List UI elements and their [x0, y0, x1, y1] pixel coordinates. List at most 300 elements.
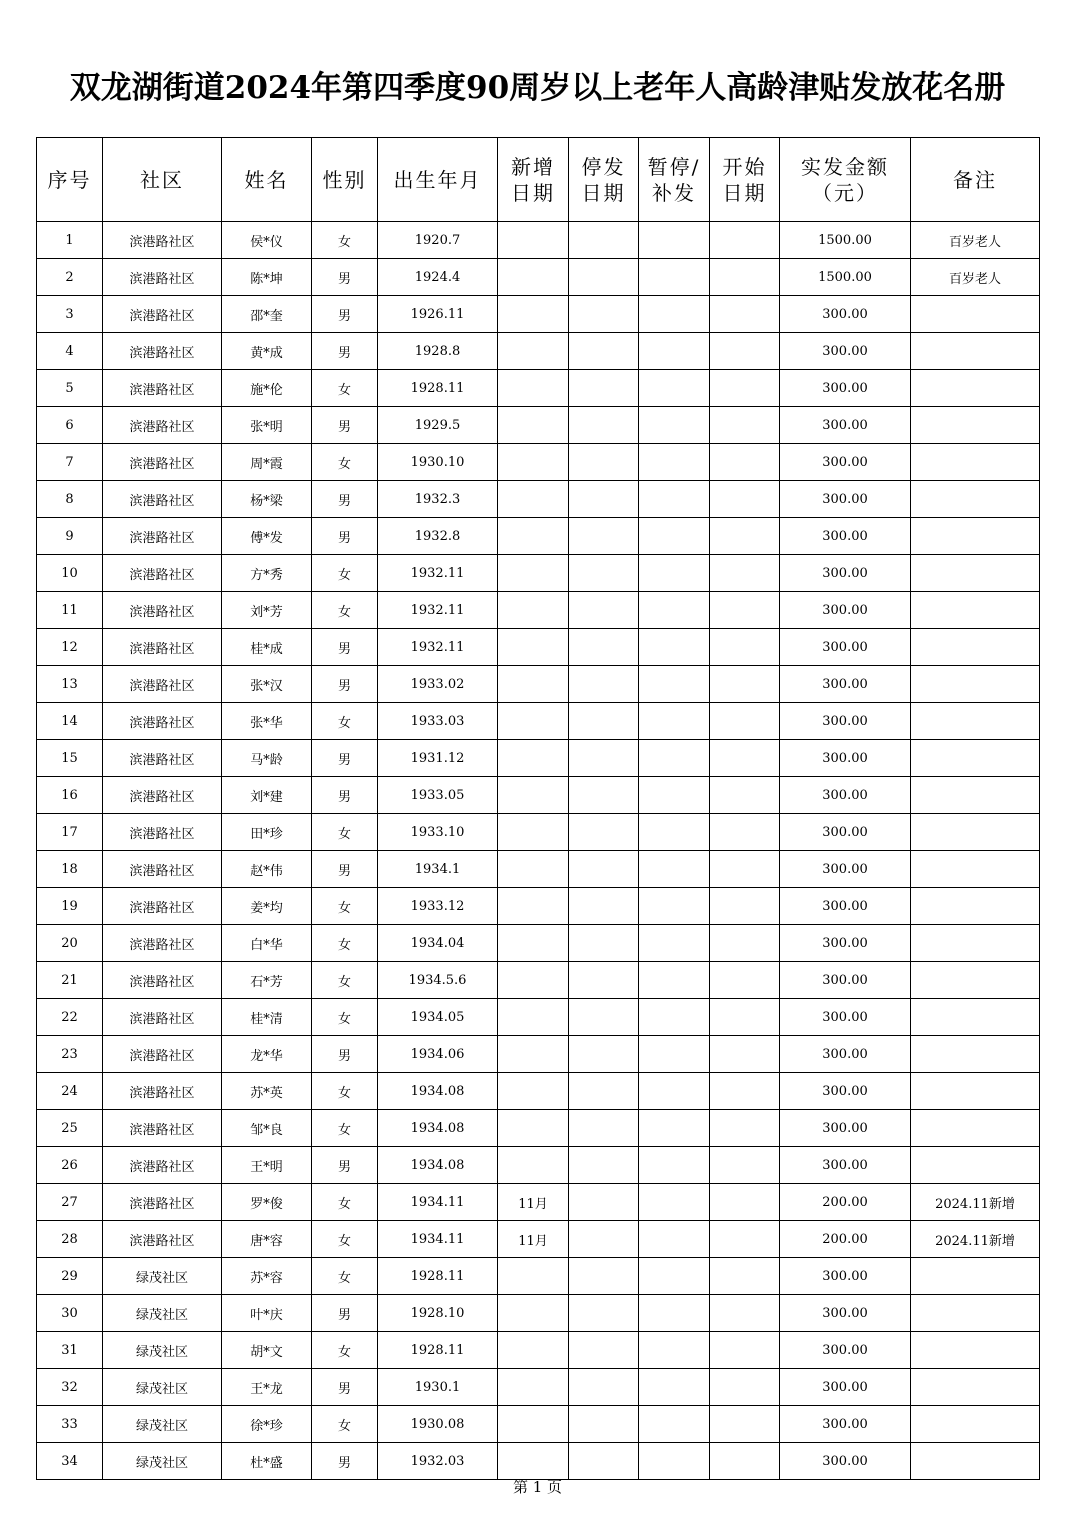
- cell-birth: 1934.1: [378, 851, 498, 888]
- cell-index: 19: [37, 888, 103, 925]
- cell-stop-date: [569, 999, 639, 1036]
- cell-pause-supplement: [639, 777, 710, 814]
- cell-birth: 1934.08: [378, 1110, 498, 1147]
- cell-pause-supplement: [639, 1332, 710, 1369]
- cell-index: 26: [37, 1147, 103, 1184]
- table-row: [37, 370, 1040, 407]
- cell-gender: 男: [312, 1369, 378, 1406]
- cell-name: 桂*清: [222, 999, 312, 1036]
- cell-gender: 女: [312, 999, 378, 1036]
- cell-index: 10: [37, 555, 103, 592]
- table-row: [37, 1184, 1040, 1221]
- cell-name: 方*秀: [222, 555, 312, 592]
- table-row: [37, 481, 1040, 518]
- cell-name: 黄*成: [222, 333, 312, 370]
- cell-birth: 1932.8: [378, 518, 498, 555]
- cell-new-date: [498, 444, 569, 481]
- cell-remark: [911, 481, 1040, 518]
- cell-stop-date: [569, 962, 639, 999]
- cell-community: 滨港路社区: [103, 1036, 222, 1073]
- cell-start-date: [710, 999, 780, 1036]
- cell-amount: 300.00: [780, 666, 911, 703]
- cell-pause-supplement: [639, 296, 710, 333]
- cell-index: 3: [37, 296, 103, 333]
- cell-gender: 男: [312, 259, 378, 296]
- table-row: [37, 888, 1040, 925]
- table-row: [37, 666, 1040, 703]
- cell-stop-date: [569, 1369, 639, 1406]
- cell-community: 绿茂社区: [103, 1258, 222, 1295]
- cell-remark: [911, 1258, 1040, 1295]
- table-row: [37, 1221, 1040, 1258]
- cell-name: 傅*发: [222, 518, 312, 555]
- cell-name: 田*珍: [222, 814, 312, 851]
- cell-start-date: [710, 592, 780, 629]
- table-header-row: [37, 138, 1040, 222]
- table-row: [37, 1406, 1040, 1443]
- cell-new-date: [498, 1036, 569, 1073]
- table-row: [37, 703, 1040, 740]
- cell-start-date: [710, 1073, 780, 1110]
- table-row: [37, 1369, 1040, 1406]
- cell-new-date: [498, 1110, 569, 1147]
- cell-stop-date: [569, 1406, 639, 1443]
- cell-stop-date: [569, 629, 639, 666]
- cell-pause-supplement: [639, 666, 710, 703]
- cell-amount: 300.00: [780, 481, 911, 518]
- cell-amount: 300.00: [780, 296, 911, 333]
- table-row: [37, 999, 1040, 1036]
- cell-birth: 1934.08: [378, 1073, 498, 1110]
- table-row: [37, 1147, 1040, 1184]
- cell-index: 1: [37, 222, 103, 259]
- cell-remark: [911, 925, 1040, 962]
- cell-remark: [911, 333, 1040, 370]
- cell-community: 滨港路社区: [103, 259, 222, 296]
- cell-birth: 1931.12: [378, 740, 498, 777]
- cell-start-date: [710, 518, 780, 555]
- cell-start-date: [710, 851, 780, 888]
- cell-remark: 2024.11新增: [911, 1184, 1040, 1221]
- cell-remark: [911, 703, 1040, 740]
- cell-start-date: [710, 777, 780, 814]
- cell-remark: [911, 1147, 1040, 1184]
- cell-gender: 女: [312, 1332, 378, 1369]
- cell-remark: [911, 1110, 1040, 1147]
- cell-amount: 300.00: [780, 1258, 911, 1295]
- cell-birth: 1926.11: [378, 296, 498, 333]
- cell-amount: 300.00: [780, 518, 911, 555]
- cell-community: 滨港路社区: [103, 555, 222, 592]
- cell-pause-supplement: [639, 1295, 710, 1332]
- cell-amount: 300.00: [780, 925, 911, 962]
- cell-new-date: [498, 629, 569, 666]
- header-stop-date: 停发 日期: [569, 138, 639, 222]
- cell-start-date: [710, 703, 780, 740]
- cell-remark: [911, 370, 1040, 407]
- cell-remark: [911, 444, 1040, 481]
- cell-name: 刘*芳: [222, 592, 312, 629]
- cell-amount: 300.00: [780, 703, 911, 740]
- cell-new-date: [498, 962, 569, 999]
- cell-amount: 300.00: [780, 777, 911, 814]
- cell-name: 桂*成: [222, 629, 312, 666]
- cell-new-date: [498, 518, 569, 555]
- cell-gender: 女: [312, 444, 378, 481]
- cell-birth: 1933.12: [378, 888, 498, 925]
- cell-start-date: [710, 222, 780, 259]
- cell-index: 20: [37, 925, 103, 962]
- cell-remark: [911, 666, 1040, 703]
- cell-gender: 女: [312, 555, 378, 592]
- cell-pause-supplement: [639, 740, 710, 777]
- cell-start-date: [710, 1332, 780, 1369]
- cell-remark: [911, 1332, 1040, 1369]
- cell-new-date: [498, 888, 569, 925]
- cell-start-date: [710, 1221, 780, 1258]
- cell-amount: 300.00: [780, 1073, 911, 1110]
- cell-pause-supplement: [639, 222, 710, 259]
- header-pause-supplement: 暂停/ 补发: [639, 138, 710, 222]
- cell-start-date: [710, 481, 780, 518]
- cell-community: 滨港路社区: [103, 814, 222, 851]
- cell-pause-supplement: [639, 962, 710, 999]
- cell-name: 姜*均: [222, 888, 312, 925]
- cell-gender: 女: [312, 370, 378, 407]
- cell-gender: 男: [312, 1036, 378, 1073]
- cell-remark: [911, 1036, 1040, 1073]
- cell-new-date: [498, 740, 569, 777]
- cell-amount: 300.00: [780, 1036, 911, 1073]
- cell-new-date: [498, 666, 569, 703]
- cell-birth: 1928.10: [378, 1295, 498, 1332]
- cell-new-date: [498, 259, 569, 296]
- cell-gender: 女: [312, 1110, 378, 1147]
- cell-amount: 300.00: [780, 999, 911, 1036]
- cell-new-date: [498, 777, 569, 814]
- cell-start-date: [710, 1184, 780, 1221]
- cell-community: 滨港路社区: [103, 370, 222, 407]
- cell-gender: 男: [312, 518, 378, 555]
- cell-community: 绿茂社区: [103, 1369, 222, 1406]
- cell-stop-date: [569, 777, 639, 814]
- cell-new-date: [498, 851, 569, 888]
- cell-gender: 男: [312, 481, 378, 518]
- page-number: 第 1 页: [512, 1478, 563, 1496]
- cell-start-date: [710, 555, 780, 592]
- cell-community: 滨港路社区: [103, 1147, 222, 1184]
- cell-index: 8: [37, 481, 103, 518]
- cell-stop-date: [569, 851, 639, 888]
- cell-birth: 1934.06: [378, 1036, 498, 1073]
- cell-pause-supplement: [639, 1258, 710, 1295]
- cell-community: 滨港路社区: [103, 962, 222, 999]
- cell-gender: 男: [312, 666, 378, 703]
- header-birth: 出生年月: [378, 138, 498, 222]
- cell-new-date: [498, 333, 569, 370]
- header-remark: 备注: [911, 138, 1040, 222]
- cell-new-date: [498, 481, 569, 518]
- cell-new-date: [498, 1147, 569, 1184]
- cell-new-date: [498, 1406, 569, 1443]
- cell-stop-date: [569, 592, 639, 629]
- cell-name: 胡*文: [222, 1332, 312, 1369]
- cell-birth: 1934.08: [378, 1147, 498, 1184]
- cell-name: 马*龄: [222, 740, 312, 777]
- table-row: [37, 629, 1040, 666]
- cell-pause-supplement: [639, 1110, 710, 1147]
- cell-pause-supplement: [639, 1036, 710, 1073]
- cell-index: 23: [37, 1036, 103, 1073]
- cell-pause-supplement: [639, 814, 710, 851]
- cell-index: 2: [37, 259, 103, 296]
- cell-index: 18: [37, 851, 103, 888]
- cell-name: 侯*仪: [222, 222, 312, 259]
- cell-remark: 2024.11新增: [911, 1221, 1040, 1258]
- cell-stop-date: [569, 333, 639, 370]
- cell-gender: 女: [312, 592, 378, 629]
- cell-gender: 女: [312, 1073, 378, 1110]
- cell-remark: [911, 888, 1040, 925]
- cell-start-date: [710, 296, 780, 333]
- cell-amount: 300.00: [780, 1147, 911, 1184]
- cell-gender: 女: [312, 925, 378, 962]
- cell-stop-date: [569, 1258, 639, 1295]
- header-amount: 实发金额 （元）: [780, 138, 911, 222]
- cell-gender: 女: [312, 222, 378, 259]
- cell-birth: 1934.5.6: [378, 962, 498, 999]
- header-gender: 性别: [312, 138, 378, 222]
- table-row: [37, 1332, 1040, 1369]
- cell-start-date: [710, 444, 780, 481]
- cell-community: 滨港路社区: [103, 777, 222, 814]
- cell-stop-date: [569, 1295, 639, 1332]
- cell-amount: 200.00: [780, 1184, 911, 1221]
- cell-amount: 300.00: [780, 740, 911, 777]
- cell-new-date: [498, 1295, 569, 1332]
- cell-community: 滨港路社区: [103, 222, 222, 259]
- cell-birth: 1934.11: [378, 1184, 498, 1221]
- cell-amount: 300.00: [780, 1369, 911, 1406]
- cell-pause-supplement: [639, 444, 710, 481]
- cell-index: 12: [37, 629, 103, 666]
- cell-name: 叶*庆: [222, 1295, 312, 1332]
- cell-community: 绿茂社区: [103, 1332, 222, 1369]
- cell-community: 滨港路社区: [103, 703, 222, 740]
- cell-gender: 女: [312, 703, 378, 740]
- table-row: [37, 1036, 1040, 1073]
- cell-amount: 300.00: [780, 851, 911, 888]
- cell-index: 30: [37, 1295, 103, 1332]
- cell-stop-date: [569, 407, 639, 444]
- cell-gender: 女: [312, 814, 378, 851]
- cell-pause-supplement: [639, 333, 710, 370]
- cell-index: 5: [37, 370, 103, 407]
- cell-remark: [911, 814, 1040, 851]
- cell-remark: [911, 296, 1040, 333]
- cell-index: 9: [37, 518, 103, 555]
- cell-remark: [911, 592, 1040, 629]
- table-row: [37, 851, 1040, 888]
- cell-gender: 男: [312, 851, 378, 888]
- cell-name: 唐*容: [222, 1221, 312, 1258]
- cell-amount: 300.00: [780, 814, 911, 851]
- cell-remark: [911, 1295, 1040, 1332]
- cell-index: 32: [37, 1369, 103, 1406]
- cell-stop-date: [569, 444, 639, 481]
- cell-name: 陈*坤: [222, 259, 312, 296]
- cell-name: 苏*容: [222, 1258, 312, 1295]
- cell-new-date: 11月: [498, 1221, 569, 1258]
- cell-new-date: [498, 1443, 569, 1480]
- cell-start-date: [710, 1369, 780, 1406]
- cell-gender: 男: [312, 296, 378, 333]
- cell-pause-supplement: [639, 407, 710, 444]
- cell-index: 7: [37, 444, 103, 481]
- cell-start-date: [710, 1406, 780, 1443]
- header-community: 社区: [103, 138, 222, 222]
- cell-start-date: [710, 962, 780, 999]
- cell-pause-supplement: [639, 999, 710, 1036]
- table-row: [37, 592, 1040, 629]
- cell-start-date: [710, 259, 780, 296]
- document-title: 双龙湖街道2024年第四季度90周岁以上老年人高龄津贴发放花名册: [69, 70, 1006, 106]
- cell-birth: 1930.1: [378, 1369, 498, 1406]
- header-start-date: 开始 日期: [710, 138, 780, 222]
- cell-remark: [911, 518, 1040, 555]
- cell-remark: [911, 555, 1040, 592]
- cell-community: 滨港路社区: [103, 629, 222, 666]
- cell-community: 绿茂社区: [103, 1295, 222, 1332]
- cell-birth: 1932.03: [378, 1443, 498, 1480]
- cell-gender: 男: [312, 1147, 378, 1184]
- cell-pause-supplement: [639, 1406, 710, 1443]
- cell-community: 滨港路社区: [103, 1221, 222, 1258]
- cell-stop-date: [569, 1332, 639, 1369]
- table-row: [37, 518, 1040, 555]
- cell-remark: [911, 1443, 1040, 1480]
- cell-new-date: [498, 592, 569, 629]
- cell-community: 滨港路社区: [103, 333, 222, 370]
- cell-stop-date: [569, 1221, 639, 1258]
- table-row: [37, 222, 1040, 259]
- cell-start-date: [710, 740, 780, 777]
- cell-remark: [911, 999, 1040, 1036]
- cell-gender: 男: [312, 740, 378, 777]
- cell-birth: 1928.11: [378, 1258, 498, 1295]
- cell-name: 施*伦: [222, 370, 312, 407]
- cell-community: 滨港路社区: [103, 888, 222, 925]
- cell-amount: 300.00: [780, 629, 911, 666]
- cell-new-date: [498, 814, 569, 851]
- cell-stop-date: [569, 370, 639, 407]
- cell-amount: 300.00: [780, 888, 911, 925]
- cell-new-date: [498, 703, 569, 740]
- cell-amount: 300.00: [780, 1295, 911, 1332]
- cell-name: 苏*英: [222, 1073, 312, 1110]
- table-row: [37, 962, 1040, 999]
- cell-name: 龙*华: [222, 1036, 312, 1073]
- cell-birth: 1933.02: [378, 666, 498, 703]
- cell-birth: 1934.05: [378, 999, 498, 1036]
- cell-pause-supplement: [639, 851, 710, 888]
- cell-start-date: [710, 666, 780, 703]
- cell-pause-supplement: [639, 592, 710, 629]
- cell-index: 27: [37, 1184, 103, 1221]
- cell-birth: 1932.11: [378, 592, 498, 629]
- table-body: [37, 222, 1040, 1480]
- cell-amount: 300.00: [780, 1110, 911, 1147]
- cell-start-date: [710, 925, 780, 962]
- cell-index: 33: [37, 1406, 103, 1443]
- cell-name: 周*霞: [222, 444, 312, 481]
- cell-birth: 1928.11: [378, 1332, 498, 1369]
- cell-index: 16: [37, 777, 103, 814]
- cell-name: 王*龙: [222, 1369, 312, 1406]
- cell-new-date: [498, 296, 569, 333]
- cell-amount: 300.00: [780, 962, 911, 999]
- cell-amount: 300.00: [780, 592, 911, 629]
- cell-new-date: [498, 1258, 569, 1295]
- cell-birth: 1932.11: [378, 555, 498, 592]
- cell-gender: 女: [312, 1258, 378, 1295]
- cell-community: 滨港路社区: [103, 1073, 222, 1110]
- cell-community: 滨港路社区: [103, 666, 222, 703]
- cell-birth: 1920.7: [378, 222, 498, 259]
- cell-gender: 女: [312, 888, 378, 925]
- cell-index: 22: [37, 999, 103, 1036]
- cell-pause-supplement: [639, 259, 710, 296]
- cell-community: 滨港路社区: [103, 518, 222, 555]
- cell-index: 31: [37, 1332, 103, 1369]
- cell-index: 13: [37, 666, 103, 703]
- cell-start-date: [710, 1443, 780, 1480]
- cell-amount: 300.00: [780, 444, 911, 481]
- cell-stop-date: [569, 1073, 639, 1110]
- header-new-date: 新增 日期: [498, 138, 569, 222]
- cell-gender: 男: [312, 333, 378, 370]
- table-row: [37, 1258, 1040, 1295]
- cell-stop-date: [569, 1443, 639, 1480]
- cell-stop-date: [569, 666, 639, 703]
- table-row: [37, 1443, 1040, 1480]
- cell-pause-supplement: [639, 370, 710, 407]
- cell-index: 11: [37, 592, 103, 629]
- cell-pause-supplement: [639, 629, 710, 666]
- table-row: [37, 925, 1040, 962]
- cell-remark: [911, 1406, 1040, 1443]
- cell-index: 4: [37, 333, 103, 370]
- cell-start-date: [710, 1258, 780, 1295]
- cell-gender: 男: [312, 629, 378, 666]
- cell-start-date: [710, 814, 780, 851]
- cell-new-date: [498, 1073, 569, 1110]
- cell-name: 杨*梁: [222, 481, 312, 518]
- cell-index: 34: [37, 1443, 103, 1480]
- cell-pause-supplement: [639, 888, 710, 925]
- cell-new-date: [498, 1332, 569, 1369]
- cell-birth: 1934.04: [378, 925, 498, 962]
- table-row: [37, 555, 1040, 592]
- cell-remark: 百岁老人: [911, 259, 1040, 296]
- cell-community: 滨港路社区: [103, 851, 222, 888]
- cell-community: 绿茂社区: [103, 1443, 222, 1480]
- cell-gender: 男: [312, 777, 378, 814]
- cell-gender: 男: [312, 1443, 378, 1480]
- cell-amount: 300.00: [780, 370, 911, 407]
- cell-gender: 女: [312, 1406, 378, 1443]
- cell-pause-supplement: [639, 1147, 710, 1184]
